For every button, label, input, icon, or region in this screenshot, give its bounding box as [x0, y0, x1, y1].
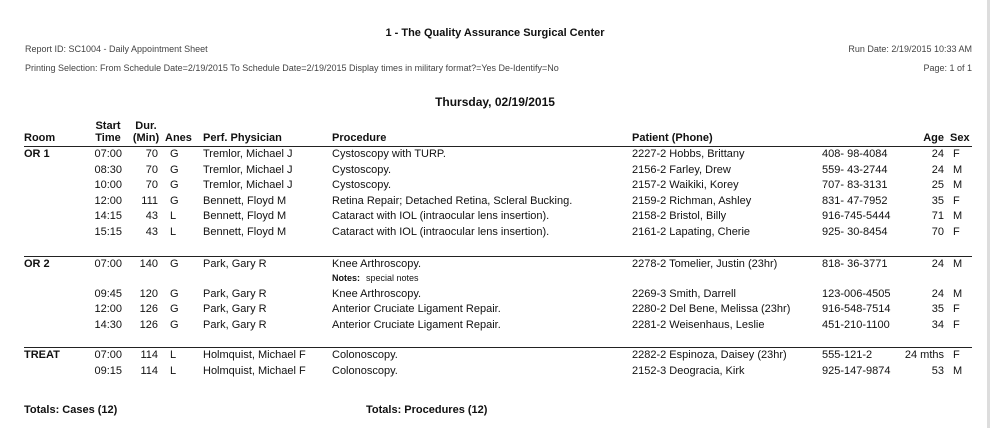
- start-time: 15:15: [94, 226, 122, 238]
- physician: Tremlor, Michael J: [203, 163, 293, 176]
- totals-procedures: Totals: Procedures (12): [366, 404, 488, 416]
- patient-sex: M: [953, 179, 963, 192]
- start-time: 09:45: [94, 287, 122, 300]
- start-time: 07:00: [94, 258, 122, 270]
- patient-age: 24: [931, 163, 944, 176]
- anesthesia: G: [170, 179, 179, 192]
- patient-sex: F: [953, 318, 960, 331]
- physician: Tremlor, Michael J: [203, 179, 293, 192]
- procedure: Cystoscopy.: [332, 163, 392, 176]
- duration: 126: [139, 303, 158, 316]
- procedure: Cataract with IOL (intraocular lens insertion).: [332, 210, 550, 223]
- patient: 2281-2 Weisenhaus, Leslie: [632, 318, 765, 331]
- patient-sex: M: [953, 258, 963, 270]
- patient-age: 35: [931, 194, 944, 207]
- procedure: Anterior Cruciate Ligament Repair.: [332, 303, 501, 316]
- anesthesia: L: [170, 349, 177, 361]
- patient: 2278-2 Tomelier, Justin (23hr): [632, 258, 778, 270]
- col-room: Room: [24, 132, 56, 144]
- patient: 2156-2 Farley, Drew: [632, 163, 731, 176]
- procedure: Cataract with IOL (intraocular lens insertion).: [332, 226, 550, 238]
- start-time: 14:30: [94, 318, 122, 331]
- duration: 70: [145, 179, 158, 192]
- room-label: TREAT: [24, 349, 60, 361]
- patient-phone: 707- 83-3131: [822, 179, 888, 192]
- patient-phone: 831- 47-7952: [822, 194, 888, 207]
- room-label: OR 1: [24, 148, 50, 160]
- start-time: 08:30: [94, 163, 122, 176]
- procedure: Colonoscopy.: [332, 364, 398, 377]
- anesthesia: G: [170, 148, 179, 160]
- patient-age: 24: [931, 148, 944, 160]
- duration: 43: [145, 226, 158, 238]
- duration: 111: [141, 194, 158, 207]
- patient-age: 35: [931, 303, 944, 316]
- anesthesia: L: [170, 226, 177, 238]
- physician: Bennett, Floyd M: [203, 210, 287, 223]
- patient-age: 71: [931, 210, 944, 223]
- col-procedure: Procedure: [332, 132, 387, 144]
- col-start-2: Time: [95, 132, 121, 144]
- patient: 2158-2 Bristol, Billy: [632, 210, 727, 223]
- patient-sex: M: [953, 364, 963, 377]
- patient-phone: 916-548-7514: [822, 303, 891, 316]
- patient-sex: F: [953, 226, 960, 238]
- patient: 2159-2 Richman, Ashley: [632, 194, 752, 207]
- page-number: Page: 1 of 1: [923, 63, 972, 73]
- patient-age: 34: [931, 318, 944, 331]
- patient-age: 53: [931, 364, 944, 377]
- patient: 2227-2 Hobbs, Brittany: [632, 148, 745, 160]
- patient-phone: 123-006-4505: [822, 287, 891, 300]
- patient-age: 24: [931, 258, 944, 270]
- patient-phone: 555-121-2: [822, 349, 873, 361]
- patient-phone: 925- 30-8454: [822, 226, 888, 238]
- printing-selection: Printing Selection: From Schedule Date=2/19/2015 To Schedule Date=2/19/2015 Display times in military format?=Yes De-Identify=No: [25, 63, 559, 73]
- procedure: Knee Arthroscopy.: [332, 258, 422, 270]
- duration: 120: [139, 287, 158, 300]
- group-divider: [24, 256, 972, 257]
- patient-sex: F: [953, 349, 960, 361]
- physician: Park, Gary R: [203, 287, 267, 300]
- patient-sex: F: [953, 194, 960, 207]
- physician: Holmquist, Michael F: [203, 349, 306, 361]
- group-divider: [24, 146, 972, 147]
- duration: 70: [145, 148, 158, 160]
- patient: 2152-3 Deogracia, Kirk: [632, 364, 745, 377]
- col-physician: Perf. Physician: [203, 132, 282, 144]
- anesthesia: L: [170, 210, 177, 223]
- patient-sex: M: [953, 210, 963, 223]
- patient-sex: M: [953, 163, 963, 176]
- anesthesia: G: [170, 287, 179, 300]
- notes-text: special notes: [366, 272, 419, 283]
- physician: Tremlor, Michael J: [203, 148, 293, 160]
- duration: 70: [145, 163, 158, 176]
- procedure: Cystoscopy with TURP.: [332, 148, 446, 160]
- anesthesia: G: [170, 258, 179, 270]
- patient: 2269-3 Smith, Darrell: [632, 287, 736, 300]
- duration: 114: [140, 349, 158, 361]
- patient-phone: 451-210-1100: [822, 318, 890, 331]
- start-time: 12:00: [94, 194, 122, 207]
- patient: 2280-2 Del Bene, Melissa (23hr): [632, 303, 791, 316]
- procedure: Knee Arthroscopy.: [332, 287, 422, 300]
- patient-age: 24: [931, 287, 944, 300]
- physician: Park, Gary R: [203, 258, 267, 270]
- patient-sex: M: [953, 287, 963, 300]
- start-time: 10:00: [94, 179, 122, 192]
- col-dur-1: Dur.: [135, 120, 157, 132]
- procedure: Anterior Cruciate Ligament Repair.: [332, 318, 501, 331]
- patient-sex: F: [953, 303, 960, 316]
- anesthesia: G: [170, 194, 179, 207]
- group-divider: [24, 347, 972, 348]
- schedule-date-heading: Thursday, 02/19/2015: [435, 95, 555, 109]
- procedure: Colonoscopy.: [332, 349, 398, 361]
- duration: 140: [139, 258, 158, 270]
- start-time: 09:15: [94, 364, 122, 377]
- col-age: Age: [923, 132, 944, 144]
- col-patient: Patient (Phone): [632, 132, 713, 144]
- physician: Bennett, Floyd M: [203, 194, 287, 207]
- anesthesia: G: [170, 318, 179, 331]
- duration: 126: [139, 318, 158, 331]
- anesthesia: L: [170, 364, 177, 377]
- patient-phone: 925-147-9874: [822, 364, 891, 377]
- col-dur-2: (Min): [132, 132, 160, 144]
- report-title: 1 - The Quality Assurance Surgical Center: [385, 27, 605, 39]
- anesthesia: G: [170, 163, 179, 176]
- col-anes: Anes: [165, 132, 192, 144]
- patient: 2161-2 Lapating, Cherie: [632, 226, 751, 238]
- physician: Park, Gary R: [203, 303, 267, 316]
- patient-phone: 559- 43-2744: [822, 163, 888, 176]
- patient-phone: 916-745-5444: [822, 210, 891, 223]
- procedure: Cystoscopy.: [332, 179, 392, 192]
- physician: Bennett, Floyd M: [203, 226, 287, 238]
- start-time: 07:00: [94, 349, 122, 361]
- patient-age: 24 mths: [904, 349, 944, 361]
- run-date: Run Date: 2/19/2015 10:33 AM: [848, 44, 972, 54]
- notes-label: Notes:: [332, 272, 361, 283]
- start-time: 14:15: [94, 210, 122, 223]
- anesthesia: G: [170, 303, 179, 316]
- physician: Holmquist, Michael F: [203, 364, 306, 377]
- patient-age: 70: [931, 226, 944, 238]
- room-label: OR 2: [24, 258, 50, 270]
- procedure: Retina Repair; Detached Retina, Scleral Bucking.: [332, 194, 573, 207]
- duration: 43: [145, 210, 158, 223]
- report-id: Report ID: SC1004 - Daily Appointment Sheet: [25, 44, 208, 54]
- patient-sex: F: [953, 148, 960, 160]
- duration: 114: [140, 364, 158, 377]
- patient: 2157-2 Waikiki, Korey: [632, 179, 739, 192]
- patient: 2282-2 Espinoza, Daisey (23hr): [632, 349, 787, 361]
- physician: Park, Gary R: [203, 318, 267, 331]
- patient-age: 25: [931, 179, 944, 192]
- col-start-1: Start: [95, 120, 121, 132]
- start-time: 07:00: [94, 148, 122, 160]
- start-time: 12:00: [94, 303, 122, 316]
- col-sex: Sex: [950, 132, 970, 144]
- patient-phone: 818- 36-3771: [822, 258, 888, 270]
- patient-phone: 408- 98-4084: [822, 148, 888, 160]
- totals-cases: Totals: Cases (12): [24, 404, 118, 416]
